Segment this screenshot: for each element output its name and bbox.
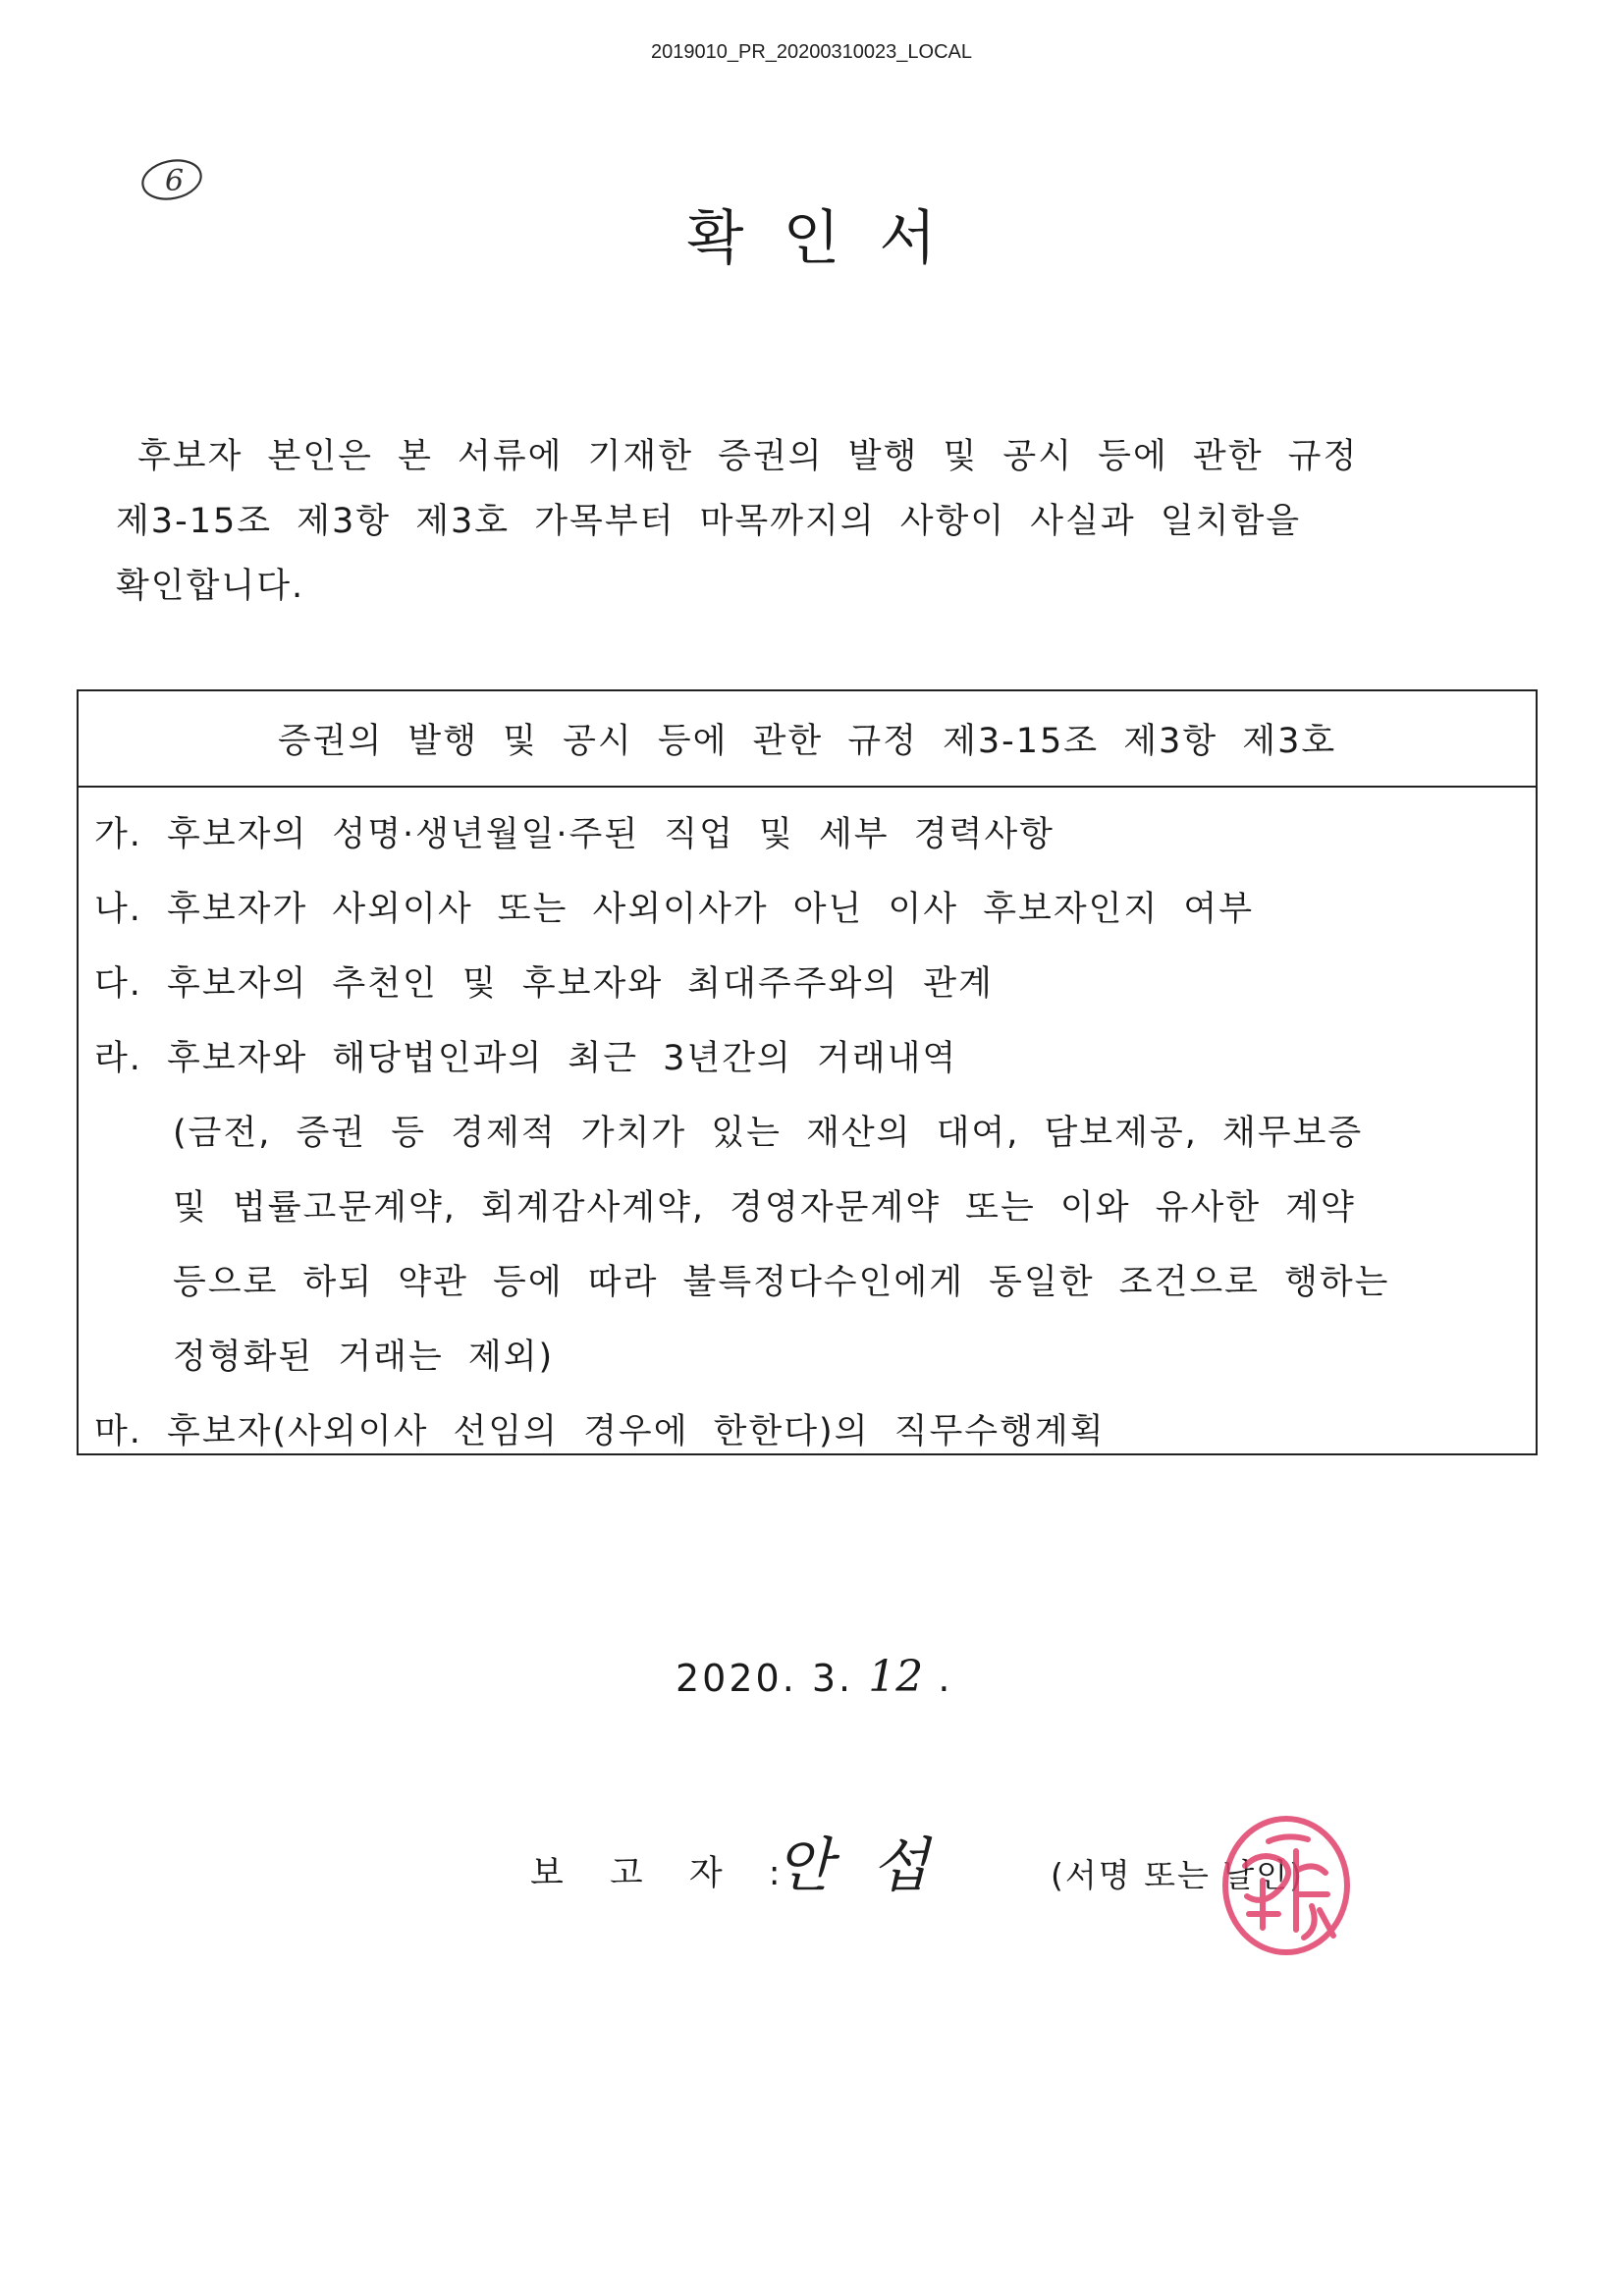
handwritten-signature: 안섭 (776, 1831, 968, 1900)
sign-note: (서명 또는 날인) (1051, 1856, 1304, 1894)
page-number-text: 6 (165, 164, 185, 198)
intro-line: 확인합니다. (116, 567, 305, 606)
date-printed: 2020. 3. (676, 1657, 854, 1700)
list-item: 라. 후보자와 해당법인과의 최근 3년간의 거래내역 (94, 1039, 958, 1078)
regulation-box-body (79, 788, 1536, 1469)
seal-stamp-icon (1217, 1812, 1355, 1959)
list-item-detail: (금전, 증권 등 경제적 가치가 있는 재산의 대여, 담보제공, 채무보증 (173, 1114, 1364, 1153)
date-suffix: . (938, 1657, 953, 1700)
intro-line: 제3-15조 제3항 제3호 가목부터 마목까지의 사항이 사실과 일치함을 (116, 502, 1302, 541)
date-handwritten-day: 12 (868, 1652, 924, 1702)
date (676, 1652, 952, 1702)
reporter-label: 보 고 자 : (530, 1854, 798, 1893)
seal-stroke (1304, 1906, 1333, 1938)
seal-stroke (1249, 1881, 1278, 1928)
regulation-box (77, 689, 1538, 1455)
list-item-detail: 정형화된 거래는 제외) (173, 1338, 555, 1377)
seal-stroke (1269, 1836, 1308, 1841)
seal-stamp-strokes (1225, 1819, 1347, 1952)
regulation-box-header: 증권의 발행 및 공시 등에 관한 규정 제3-15조 제3항 제3호 (79, 691, 1536, 788)
list-item: 다. 후보자의 추천인 및 후보자와 최대주주와의 관계 (94, 964, 994, 1004)
intro-line: 후보자 본인은 본 서류에 기재한 증권의 발행 및 공시 등에 관한 규정 (137, 437, 1359, 476)
list-item-detail: 등으로 하되 약관 등에 따라 불특정다수인에게 동일한 조건으로 행하는 (173, 1263, 1390, 1302)
list-item: 나. 후보자가 사외이사 또는 사외이사가 아닌 이사 후보자인지 여부 (94, 890, 1255, 929)
list-item-detail: 및 법률고문계약, 회계감사계약, 경영자문계약 또는 이와 유사한 계약 (173, 1188, 1356, 1228)
list-item: 마. 후보자(사외이사 선임의 경우에 한한다)의 직무수행계획 (94, 1412, 1106, 1451)
intro-paragraph (116, 424, 1471, 619)
list-item: 가. 후보자의 성명·생년월일·주된 직업 및 세부 경력사항 (94, 815, 1055, 854)
seal-stroke (1245, 1856, 1288, 1900)
document-id: 2019010_PR_20200310023_LOCAL (651, 41, 972, 63)
page-title: 확인서 (686, 204, 976, 273)
